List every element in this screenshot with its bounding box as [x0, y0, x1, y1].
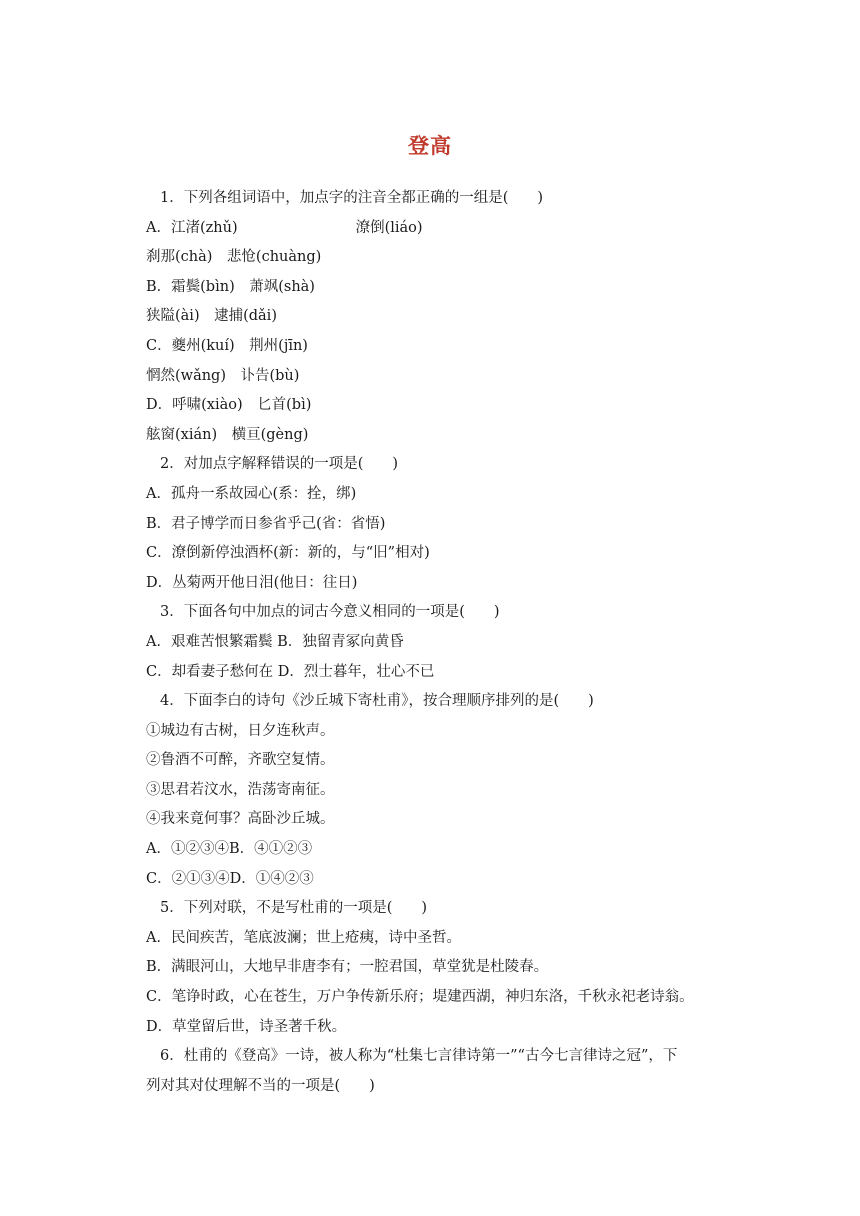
question-5-option-a: A．民间疾苦，笔底波澜；世上疮痍，诗中圣哲。 [146, 929, 461, 946]
question-2-option-a: A．孤舟一系故园心(系：拴，绑) [146, 485, 357, 502]
question-1-option-c: C．夔州(kuí) 荆州(jīn) [146, 337, 308, 354]
question-6-stem: 6．杜甫的《登高》一诗，被人称为“杜集七言律诗第一”“古今七言律诗之冠”，下 [160, 1048, 678, 1065]
question-3-options-cd: C．却看妻子愁何在 D．烈士暮年，壮心不已 [146, 663, 435, 680]
question-3-options-ab: A．艰难苦恨繁霜鬓 B．独留青冢向黄昏 [146, 633, 404, 650]
question-4-verse-2: ②鲁酒不可醉，齐歌空复情。 [146, 752, 335, 769]
question-2-stem: 2．对加点字解释错误的一项是( ) [160, 456, 399, 473]
question-4-verse-3: ③思君若汶水，浩荡寄南征。 [146, 781, 335, 798]
question-4-verse-1: ①城边有古树，日夕连秋声。 [146, 722, 335, 739]
question-list [146, 184, 750, 1101]
question-1-option-a: A．江渚(zhǔ) [146, 219, 238, 236]
question-1-option-b-cont: 狭隘(ài) 逮捕(dǎi) [146, 308, 277, 325]
question-1-option-a-row [146, 214, 750, 244]
question-2-option-b: B．君子博学而日参省乎己(省：省悟) [146, 515, 386, 532]
question-6-stem-cont: 列对其对仗理解不当的一项是( ) [146, 1077, 375, 1094]
question-1-option-c-cont: 惘然(wǎng) 讣告(bù) [146, 367, 300, 384]
question-1-option-d-cont: 舷窗(xián) 横亘(gèng) [146, 426, 309, 443]
question-1-stem: 1．下列各组词语中，加点字的注音全都正确的一组是( ) [160, 190, 544, 206]
question-4-stem: 4．下面李白的诗句《沙丘城下寄杜甫》，按合理顺序排列的是( ) [160, 693, 594, 710]
question-4-options-ab: A．①②③④B．④①②③ [146, 841, 313, 858]
question-5-option-c: C．笔诤时政，心在苍生，万户争传新乐府；堤建西湖，神归东洛，千秋永祀老诗翁。 [146, 989, 694, 1006]
question-1-option-b: B．霜鬓(bìn) 萧飒(shà) [146, 278, 315, 295]
question-4-verse-4: ④我来竟何事？高卧沙丘城。 [146, 811, 335, 828]
question-3-stem: 3．下面各句中加点的词古今意义相同的一项是( ) [160, 604, 500, 621]
question-2-option-d: D．丛菊两开他日泪(他日：往日) [146, 574, 358, 591]
question-4-options-cd: C．②①③④D．①④②③ [146, 870, 314, 887]
question-5-option-b: B．满眼河山，大地早非唐李有；一腔君国，草堂犹是杜陵春。 [146, 959, 549, 976]
question-1-option-a-word2: 潦倒(liáo) [355, 219, 423, 236]
question-5-stem: 5．下列对联，不是写杜甫的一项是( ) [160, 900, 428, 917]
question-5-option-d: D．草堂留后世，诗圣著千秋。 [146, 1018, 347, 1035]
question-1-option-a-cont: 刹那(chà) 悲怆(chuàng) [146, 249, 322, 266]
page-title: 登高 [408, 133, 452, 158]
question-2-option-c: C．潦倒新停浊酒杯(新：新的，与“旧”相对) [146, 545, 430, 562]
question-1-option-d: D．呼啸(xiào) 匕首(bì) [146, 397, 312, 414]
